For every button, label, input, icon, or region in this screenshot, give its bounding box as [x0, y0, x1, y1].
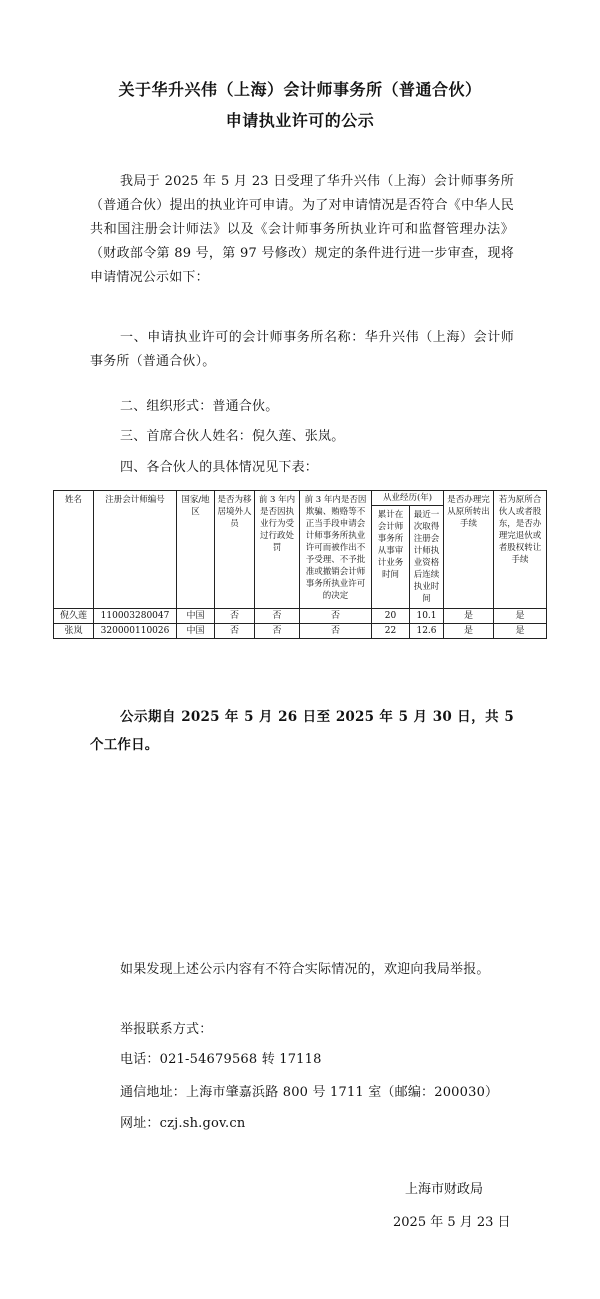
cell-cpa-number: 320000110026: [94, 624, 177, 639]
cell-penalty: 否: [255, 609, 300, 624]
document-title-line2: 申请执业许可的公示: [225, 111, 375, 130]
cell-fraud: 否: [300, 624, 372, 639]
cell-transfer: 是: [444, 624, 494, 639]
header-exp-recent: 最近一次取得注册会计师执业资格后连续执业时间: [410, 506, 444, 609]
header-penalty: 前 3 年内是否因执业行为受过行政处罚: [255, 491, 300, 609]
report-invitation: 如果发现上述公示内容有不符合实际情况的，欢迎向我局举报。: [120, 962, 490, 977]
cell-exp-total: 20: [372, 609, 410, 624]
cell-exp-total: 22: [372, 624, 410, 639]
cell-name: 倪久莲: [54, 609, 94, 624]
document-title-line1: 关于华升兴伟（上海）会计师事务所（普通合伙）: [118, 80, 482, 99]
cell-withdraw: 是: [494, 624, 547, 639]
cell-exp-recent: 10.1: [410, 609, 444, 624]
cell-foreign-resident: 否: [215, 609, 255, 624]
contact-website: 网址：czj.sh.gov.cn: [120, 1116, 246, 1131]
intro-paragraph: 我局于 2025 年 5 月 23 日受理了华升兴伟（上海）会计师事务所（普通合伙）提出的执业许可申请。为了对申请情况是否符合《中华人民共和国注册会计师法》以及《会计师事务所执业许可和监督管理办法》（财政部令第 89 号，第 97 号修改）规定的条件进行进一步审查，现将申请情况公示如下：: [90, 174, 514, 285]
header-withdraw: 若为原所合伙人或者股东，是否办理完退伙或者股权转让手续: [494, 491, 547, 609]
header-name: 姓名: [54, 491, 94, 609]
signature-organization: 上海市财政局: [405, 1182, 484, 1197]
signature-date: 2025 年 5 月 23 日: [393, 1215, 511, 1230]
contact-address: 通信地址：上海市肇嘉浜路 800 号 1711 室（邮编：200030）: [120, 1085, 499, 1100]
cell-foreign-resident: 否: [215, 624, 255, 639]
item-organization-form: 二、组织形式：普通合伙。: [120, 399, 279, 414]
table-row: [54, 624, 547, 639]
partner-table: [53, 490, 547, 639]
cell-country: 中国: [177, 609, 215, 624]
table-row: [54, 609, 547, 624]
contact-label: 举报联系方式：: [120, 1022, 213, 1037]
contact-phone: 电话：021-54679568 转 17118: [120, 1052, 322, 1067]
cell-fraud: 否: [300, 609, 372, 624]
cell-exp-recent: 12.6: [410, 624, 444, 639]
item-chief-partner: 三、首席合伙人姓名：倪久莲、张岚。: [120, 429, 345, 444]
cell-transfer: 是: [444, 609, 494, 624]
cell-cpa-number: 110003280047: [94, 609, 177, 624]
publicity-period: 公示期自 2025 年 5 月 26 日至 2025 年 5 月 30 日，共 5 个工作日。: [90, 709, 514, 753]
header-fraud: 前 3 年内是否因欺骗、贿赂等不正当手段申请会计师事务所执业许可而被作出不予受理、不予批准或撤销会计师事务所执业许可的决定: [300, 491, 372, 609]
header-exp-total: 累计在会计师事务所从事审计业务时间: [372, 506, 410, 609]
cell-withdraw: 是: [494, 609, 547, 624]
item-firm-name: 一、申请执业许可的会计师事务所名称：华升兴伟（上海）会计师事务所（普通合伙）。: [90, 330, 514, 369]
cell-name: 张岚: [54, 624, 94, 639]
header-cpa-number: 注册会计师编号: [94, 491, 177, 609]
header-transfer: 是否办理完从原所转出手续: [444, 491, 494, 609]
header-country: 国家/地区: [177, 491, 215, 609]
cell-country: 中国: [177, 624, 215, 639]
cell-penalty: 否: [255, 624, 300, 639]
header-foreign-resident: 是否为移居境外人员: [215, 491, 255, 609]
item-partner-table-intro: 四、各合伙人的具体情况见下表：: [120, 460, 319, 475]
header-experience: 从业经历(年): [372, 491, 444, 506]
